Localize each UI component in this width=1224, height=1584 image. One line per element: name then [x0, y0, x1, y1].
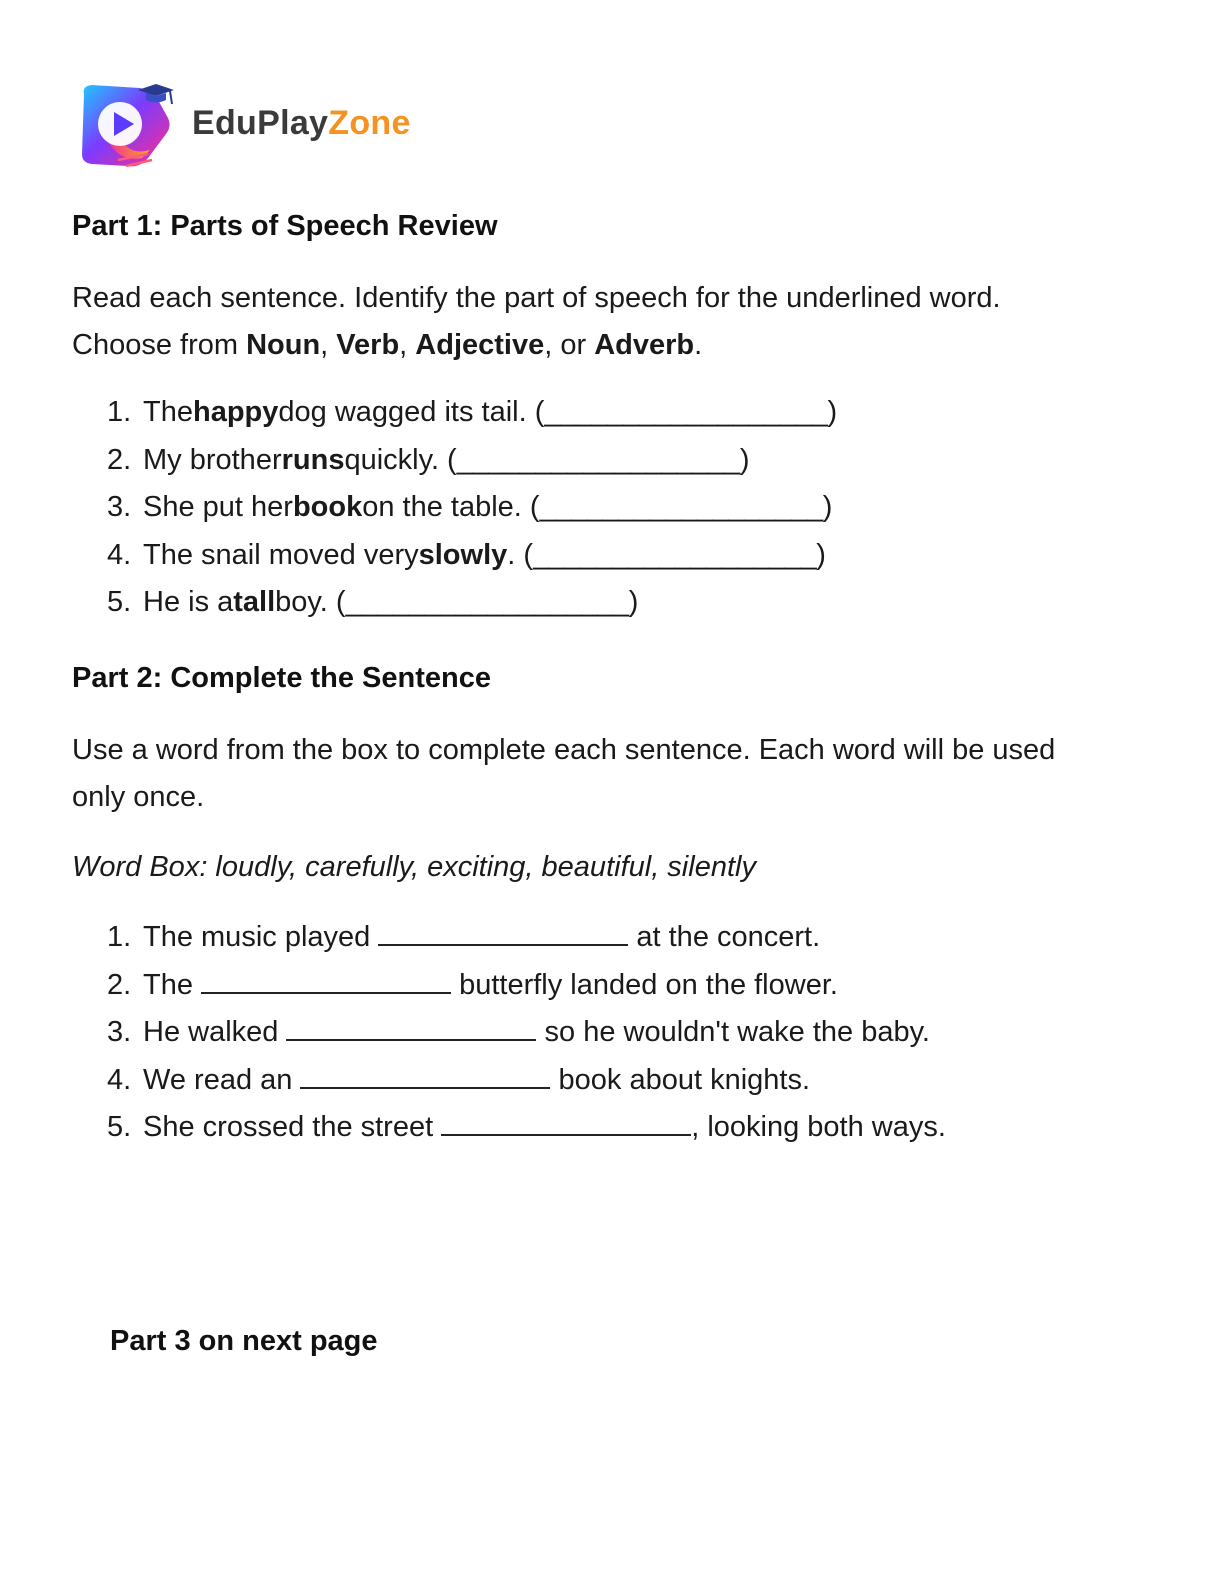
- list-item: 2. My brother runs quickly. ( __________________ ): [107, 443, 750, 476]
- answer-blank[interactable]: __________________: [533, 538, 817, 571]
- answer-blank[interactable]: __________________: [544, 396, 828, 428]
- answer-blank[interactable]: __________________: [539, 491, 823, 523]
- list-item: 1. The happy dog wagged its tail. ( __________________ ): [107, 396, 838, 428]
- list-item: 2. The butterfly landed on the flower.: [107, 968, 838, 1001]
- brand-logo: [78, 80, 458, 176]
- word-box: Word Box: loudly, carefully, exciting, beautiful, silently: [72, 851, 756, 883]
- play-button-graduation-icon: [78, 80, 176, 172]
- target-word: slowly: [418, 538, 508, 571]
- list-item: 3. She put her book on the table. ( __________________ ): [107, 491, 833, 523]
- list-item: 5. She crossed the street , looking both ways.: [107, 1111, 946, 1143]
- part1-instructions: Read each sentence. Identify the part of speech for the underlined word. Choose from Noun, Verb, Adjective, or Adverb.: [72, 282, 1001, 361]
- part2-question-list: [107, 920, 946, 1158]
- target-word: happy: [192, 396, 279, 428]
- list-item: 5. He is a tall boy. ( __________________ ): [107, 586, 639, 618]
- part2-instructions: Use a word from the box to complete each sentence. Each word will be used only once.: [72, 734, 1056, 813]
- fill-blank[interactable]: [201, 968, 451, 994]
- target-word: tall: [233, 586, 276, 618]
- fill-blank[interactable]: [300, 1063, 550, 1089]
- part1-question-list: [107, 396, 837, 634]
- list-item: 4. We read an book about knights.: [107, 1063, 811, 1096]
- target-word: runs: [281, 443, 345, 476]
- fill-blank[interactable]: [286, 1015, 536, 1041]
- answer-blank[interactable]: __________________: [345, 586, 629, 618]
- list-item: 3. He walked so he wouldn't wake the baby.: [107, 1016, 930, 1048]
- brand-name: EduPlayZone: [192, 104, 411, 142]
- part1-title: Part 1: Parts of Speech Review: [72, 210, 498, 242]
- next-page-note: Part 3 on next page: [110, 1325, 378, 1357]
- fill-blank[interactable]: [441, 1110, 691, 1136]
- part2-title: Part 2: Complete the Sentence: [72, 662, 491, 694]
- list-item: 1. The music played at the concert.: [107, 921, 821, 953]
- list-item: 4. The snail moved very slowly . ( __________________ ): [107, 538, 826, 571]
- answer-blank[interactable]: __________________: [456, 443, 740, 476]
- fill-blank[interactable]: [378, 920, 628, 946]
- target-word: book: [292, 491, 363, 523]
